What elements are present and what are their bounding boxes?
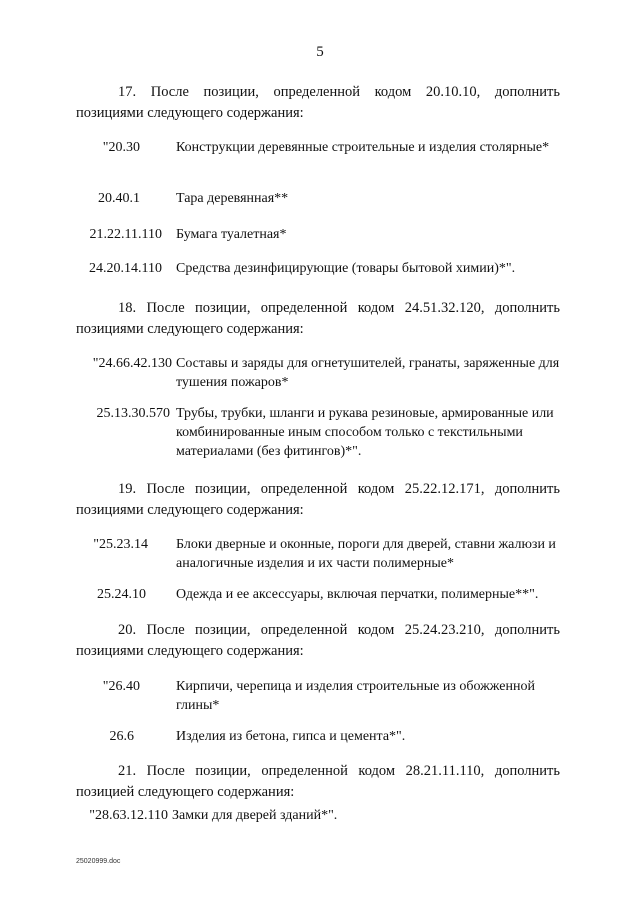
section-18-paragraph [76,298,560,340]
item-description: Составы и заряды для огнетушителей, гранаты, заряженные для тушения пожаров* [176,356,560,390]
item-code: 21.22.11.110 [89,227,162,242]
item-code: 25.24.10 [97,587,146,602]
item-code: "25.23.14 [93,537,148,552]
paragraph-line: позицией следующего содержания: [76,784,295,800]
item-description: Трубы, трубки, шланги и рукава резиновые, армированные или комбинированные иным способом только с текстильными материалами (без фитингов)*". [176,406,554,459]
item-code: "24.66.42.130 [92,356,172,371]
item-description: Одежда и ее аксессуары, включая перчатки, полимерные**". [176,587,539,602]
page-number: 5 [316,44,324,60]
paragraph-line: 18. После позиции, определенной кодом 24.51.32.120, дополнить [118,300,560,316]
paragraph-line: 20. После позиции, определенной кодом 25.24.23.210, дополнить [118,622,560,638]
item-code: 26.6 [109,729,134,744]
section-20-paragraph [76,620,560,662]
item-description: Изделия из бетона, гипса и цемента*". [176,729,406,744]
item-description: Бумага туалетная* [176,227,287,242]
section-19-paragraph [76,479,560,521]
item-code: "28.63.12.110 [89,808,168,823]
item-description: Тара деревянная** [176,191,289,206]
paragraph-line: позициями следующего содержания: [76,502,304,518]
item-code: 20.40.1 [98,191,140,206]
paragraph-line: позициями следующего содержания: [76,321,304,337]
item-code: "26.40 [102,679,140,694]
paragraph-line: 19. После позиции, определенной кодом 25.22.12.171, дополнить [118,481,560,497]
item-description: Средства дезинфицирующие (товары бытовой химии)*". [176,261,516,276]
paragraph-line: 21. После позиции, определенной кодом 28.21.11.110, дополнить [118,763,560,779]
section-17-paragraph [76,82,560,124]
item-code: "20.30 [102,140,140,155]
section-21-paragraph [76,761,560,803]
item-description: Кирпичи, черепица и изделия строительные из обожженной глины* [176,679,535,713]
paragraph-line: 17. После позиции, определенной кодом 20.10.10, дополнить [118,84,560,100]
item-code: 24.20.14.110 [89,261,162,276]
paragraph-line: позициями следующего содержания: [76,105,304,121]
item-code: 25.13.30.570 [96,406,170,421]
paragraph-line: позициями следующего содержания: [76,643,304,659]
document-filename: 25020999.doc [76,858,121,865]
item-description: Конструкции деревянные строительные и изделия столярные* [176,140,550,155]
item-description: Замки для дверей зданий*". [172,808,338,823]
item-description: Блоки дверные и оконные, пороги для дверей, ставни жалюзи и аналогичные изделия и их части полимерные* [176,537,556,571]
